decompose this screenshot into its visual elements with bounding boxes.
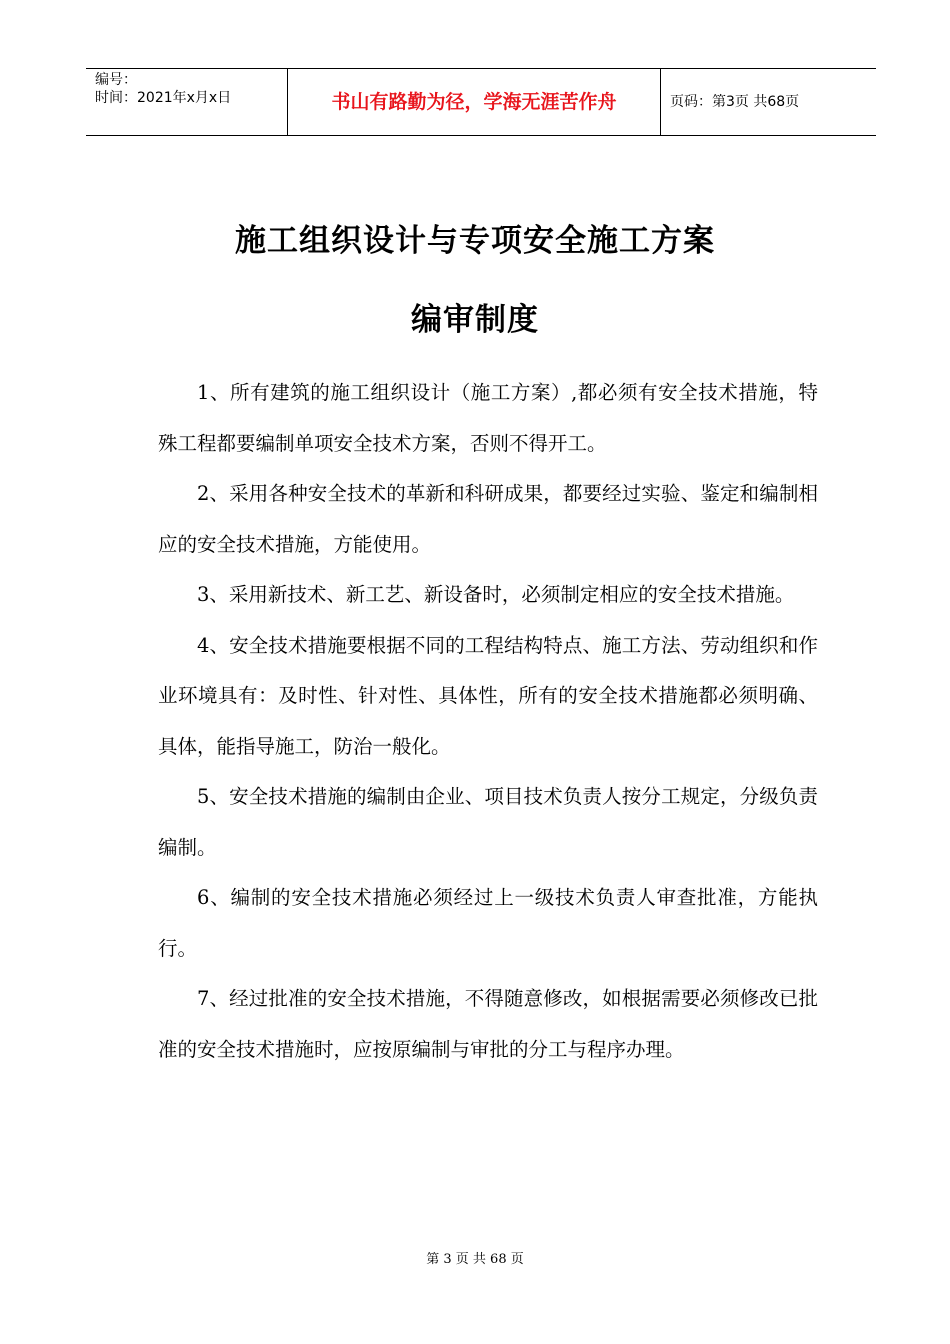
paragraph-4: 4、安全技术措施要根据不同的工程结构特点、施工方法、劳动组织和作业环境具有：及时性、针对性、具体性，所有的安全技术措施都必须明确、具体，能指导施工，防治一般化。 bbox=[158, 633, 818, 758]
paragraph-7: 7、经过批准的安全技术措施，不得随意修改，如根据需要必须修改已批准的安全技术措施时，应按原编制与审批的分工与程序办理。 bbox=[158, 987, 818, 1061]
paragraph-2: 2、采用各种安全技术的革新和科研成果，都要经过实验、鉴定和编制相应的安全技术措施，方能使用。 bbox=[158, 482, 818, 556]
paragraph-1: 1、所有建筑的施工组织设计（施工方案）,都必须有安全技术措施，特殊工程都要编制单项安全技术方案，否则不得开工。 bbox=[158, 381, 818, 455]
paragraph-6: 6、编制的安全技术措施必须经过上一级技术负责人审查批准，方能执行。 bbox=[158, 886, 818, 960]
header-page-number: 页码：第3页 共68页 bbox=[670, 94, 800, 110]
header-meta-cell bbox=[86, 69, 287, 135]
document-number-label: 编号： bbox=[95, 72, 137, 88]
page-header-table bbox=[86, 68, 876, 136]
document-title-line2: 编审制度 bbox=[411, 302, 539, 338]
paragraph-3: 3、采用新技术、新工艺、新设备时，必须制定相应的安全技术措施。 bbox=[197, 583, 795, 606]
header-motto: 书山有路勤为径，学海无涯苦作舟 bbox=[287, 69, 661, 135]
document-title-line1: 施工组织设计与专项安全施工方案 bbox=[235, 223, 715, 259]
document-time-label: 时间：2021年x月x日 bbox=[95, 90, 232, 106]
paragraph-5: 5、安全技术措施的编制由企业、项目技术负责人按分工规定，分级负责编制。 bbox=[158, 785, 818, 859]
document-body bbox=[158, 368, 818, 1075]
page-footer: 第 3 页 共 68 页 bbox=[426, 1252, 524, 1267]
